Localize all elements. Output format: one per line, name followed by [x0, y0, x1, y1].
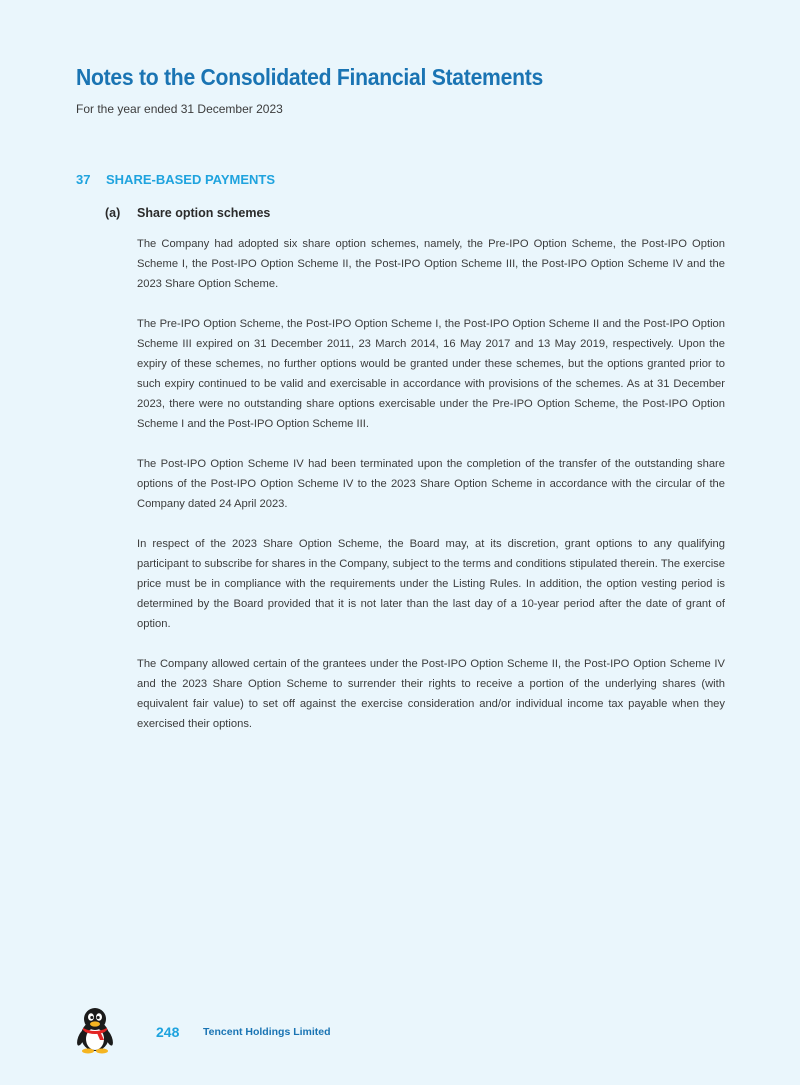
company-name: Tencent Holdings Limited: [203, 1026, 331, 1038]
paragraph: In respect of the 2023 Share Option Scheme, the Board may, at its discretion, grant options to any qualifying participant to subscribe for shares in the Company, subject to the terms and conditions stipulated therein. The exercise price must be in compliance with the requirements under the Listing Rules. In addition, the option vesting period is determined by the Board provided that it is not later than the last day of a 10-year period after the date of grant of option.: [137, 538, 725, 630]
page-footer: [74, 1006, 374, 1056]
paragraph: The Pre-IPO Option Scheme, the Post-IPO Option Scheme I, the Post-IPO Option Scheme II and the Post-IPO Option Scheme III expired on 31 December 2011, 23 March 2014, 16 May 2017 and 13 May 2019, respectively. Upon the expiry of these schemes, no further options would be granted under these schemes, but the options granted prior to such expiry continued to be valid and exercisable in accordance with provisions of the schemes. As at 31 December 2023, there were no outstanding share options exercisable under the Pre-IPO Option Scheme, the Post-IPO Option Scheme I and the Post-IPO Option Scheme III.: [137, 318, 725, 430]
note-title: SHARE-BASED PAYMENTS: [106, 172, 276, 187]
penguin-icon: [74, 1006, 116, 1054]
page-subtitle: For the year ended 31 December 2023: [76, 102, 283, 116]
page-number: 248: [156, 1024, 180, 1040]
section-title: Share option schemes: [137, 206, 271, 220]
note-heading: [76, 172, 275, 187]
note-number: 37: [76, 172, 91, 187]
section-label: (a): [105, 206, 121, 220]
paragraph: The Company had adopted six share option schemes, namely, the Pre-IPO Option Scheme, the Post-IPO Option Scheme I, the Post-IPO Option Scheme II, the Post-IPO Option Scheme III, the Post-IPO Option Scheme IV and the 2023 Share Option Scheme.: [137, 238, 725, 290]
page-title: Notes to the Consolidated Financial Statements: [76, 64, 544, 90]
paragraph: The Company allowed certain of the grantees under the Post-IPO Option Scheme II, the Post-IPO Option Scheme IV and the 2023 Share Option Scheme to surrender their rights to receive a portion of the underlying shares (with equivalent fair value) to set off against the exercise consideration and/or individual income tax payable when they exercised their options.: [137, 658, 725, 730]
section-heading: [105, 206, 270, 220]
section-body: [137, 234, 725, 754]
paragraph: The Post-IPO Option Scheme IV had been terminated upon the completion of the transfer of the outstanding share options of the Post-IPO Option Scheme IV to the 2023 Share Option Scheme in accordance with the circular of the Company dated 24 April 2023.: [137, 458, 725, 510]
